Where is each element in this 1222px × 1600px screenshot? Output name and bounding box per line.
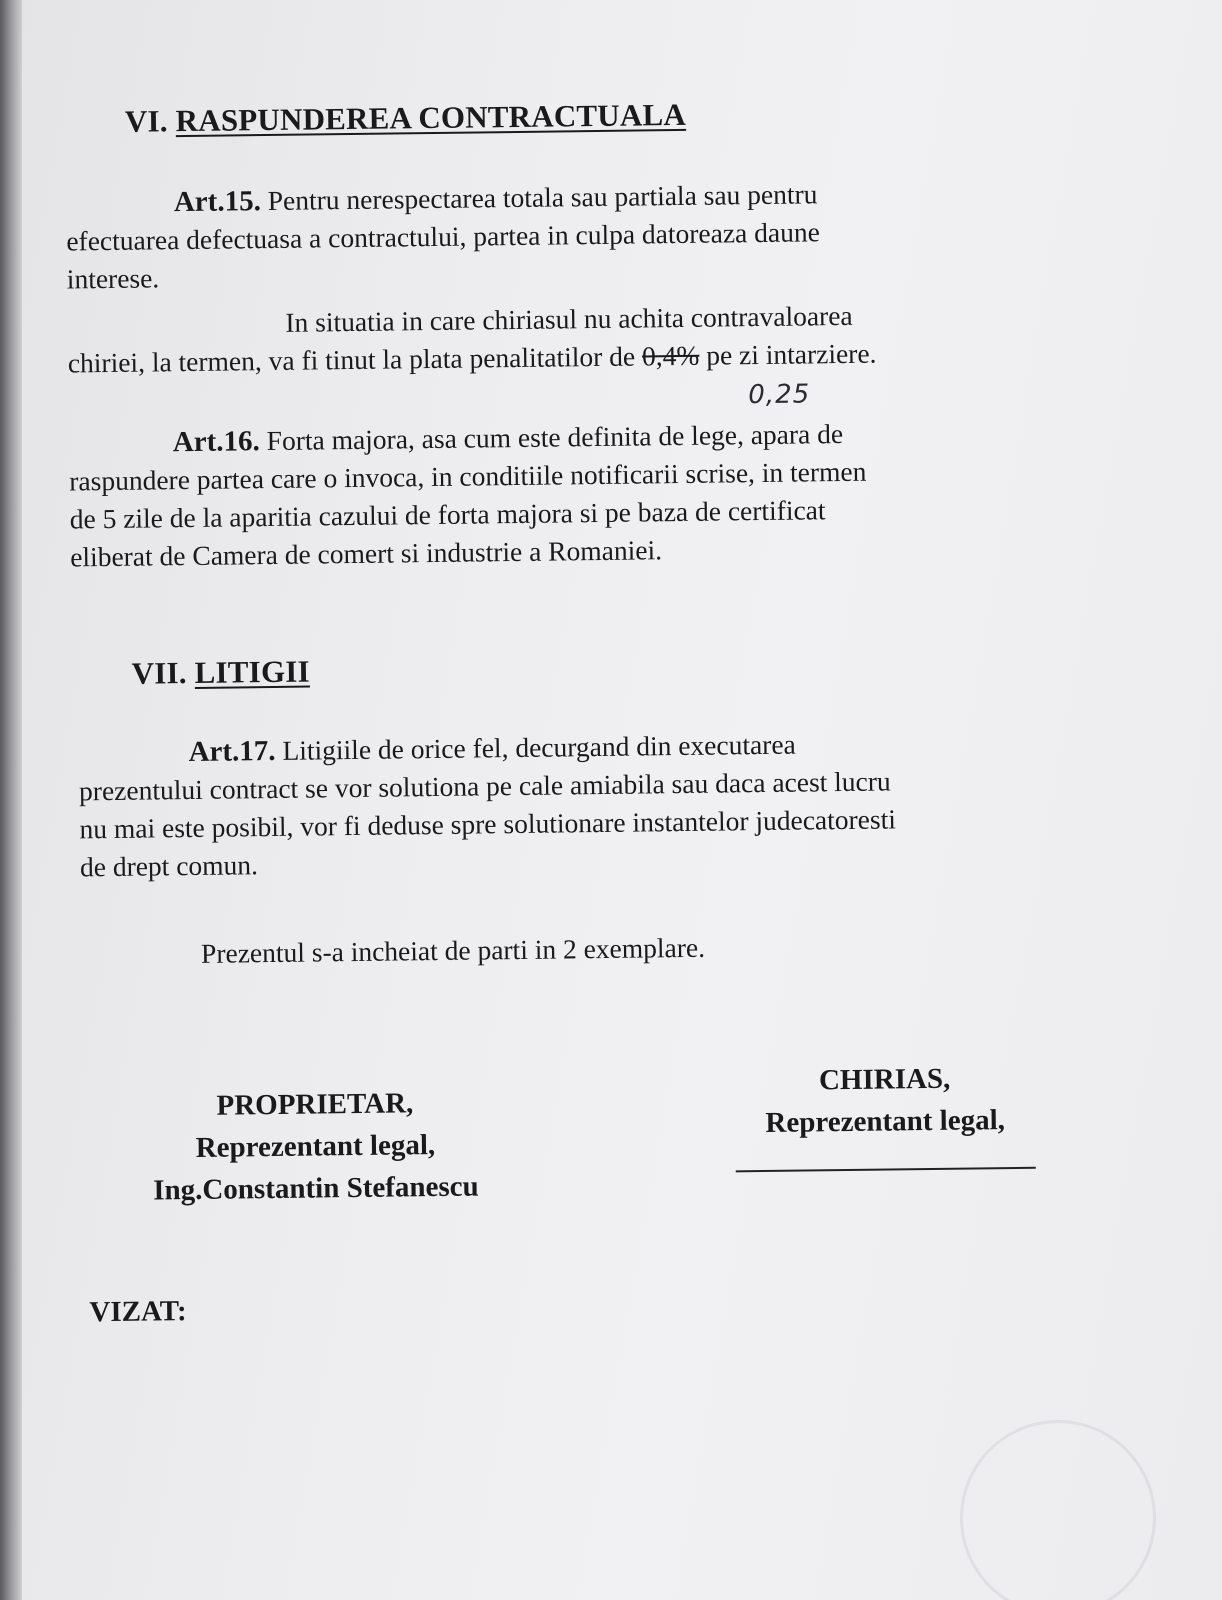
signatory-role: CHIRIAS, xyxy=(818,1062,951,1097)
section-title: RASPUNDEREA CONTRACTUALA xyxy=(175,96,687,139)
article-label: Art.15. xyxy=(173,185,262,219)
article-text: In situatia in care chiriasul nu achita contravaloarea xyxy=(285,299,853,338)
article-text: interese. xyxy=(66,262,160,295)
article-label: Art.16. xyxy=(172,425,260,459)
signature-line xyxy=(736,1167,1036,1173)
article-text: efectuarea defectuasa a contractului, partea in culpa datoreaza daune xyxy=(66,216,820,257)
section-number: VI. xyxy=(124,103,168,139)
article-text: Pentru nerespectarea totala sau partiala sau pentru xyxy=(267,178,818,217)
signature-block-chirias xyxy=(724,1057,1045,1173)
section-number: VII. xyxy=(131,655,187,691)
article-15 xyxy=(66,172,1067,298)
signature-block-proprietar xyxy=(105,1081,527,1212)
vizat-label: VIZAT: xyxy=(89,1295,187,1329)
article-text: Litigiile de orice fel, decurgand din executarea xyxy=(282,728,796,766)
section-heading-vi xyxy=(125,97,686,140)
article-17 xyxy=(78,722,1080,886)
signatory-role: PROPRIETAR, xyxy=(216,1087,414,1122)
closing-statement: Prezentul s-a incheiat de parti in 2 exemplare. xyxy=(200,931,706,969)
article-text: de drept comun. xyxy=(79,849,259,883)
article-16 xyxy=(69,412,1071,576)
article-text: prezentului contract se vor solutiona pe cale amiabila sau daca acest lucru xyxy=(78,765,891,807)
article-text: Forta majora, asa cum este definita de lege, apara de xyxy=(266,418,844,457)
article-text: nu mai este posibil, vor fi deduse spre solutionare instantelor judecatoresti xyxy=(79,803,897,845)
article-text: eliberat de Camera de comert si industrie a Romaniei. xyxy=(70,534,663,573)
article-text: raspundere partea care o invoca, in conditiile notificarii scrise, in termen xyxy=(69,455,867,497)
handwritten-correction: 0,25 xyxy=(748,379,811,411)
article-15-paragraph-2 xyxy=(67,294,1068,382)
signatory-name: Ing.Constantin Stefanescu xyxy=(153,1170,479,1207)
article-text: de 5 zile de la aparitia cazului de forta majora si pe baza de certificat xyxy=(69,494,826,535)
article-text: pe zi intarziere. xyxy=(699,337,877,371)
section-heading-vii xyxy=(131,654,310,692)
article-text: chiriei, la termen, va fi tinut la plata penalitatilor de xyxy=(67,340,643,379)
signatory-title: Reprezentant legal, xyxy=(765,1104,1006,1140)
section-title: LITIGII xyxy=(194,653,310,690)
signatory-title: Reprezentant legal, xyxy=(195,1129,436,1164)
struck-penalty-value: 0,4% xyxy=(641,339,700,372)
article-label: Art.17. xyxy=(188,734,276,769)
